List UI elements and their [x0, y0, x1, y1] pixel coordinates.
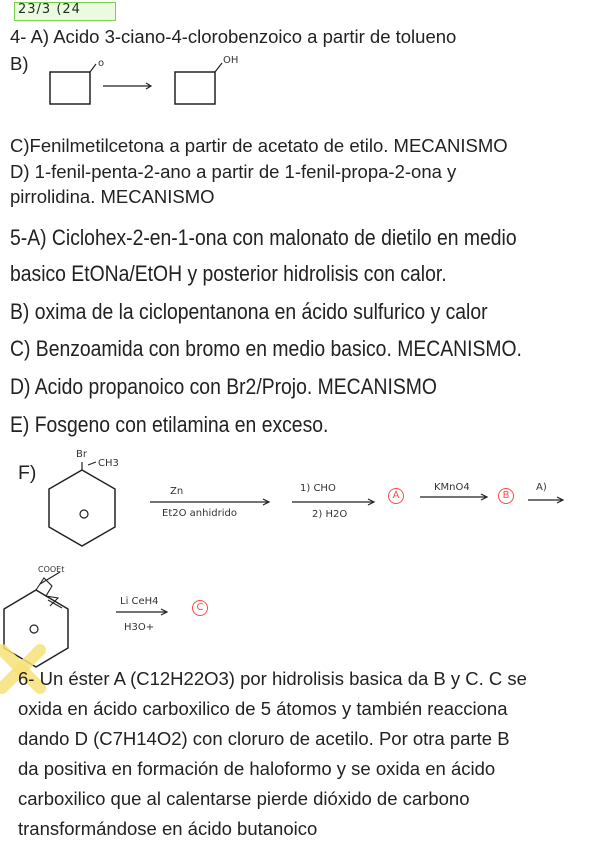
step5-reagent: Li CeH4	[120, 596, 159, 607]
exercise-5d: D) Acido propanoico con Br2/Projo. MECANISMO	[10, 374, 437, 399]
exercise-5b: B) oxima de la ciclopentanona en ácido sulfurico y calor	[10, 299, 488, 324]
benzene-ring-1	[49, 470, 115, 546]
reactant-substituent: o	[98, 58, 105, 69]
exercise-6-line4: da positiva en formación de haloformo y se oxida en ácido	[18, 758, 496, 779]
exercise-4b-label: B)	[10, 53, 29, 74]
exercise-5f-label: F)	[18, 462, 37, 484]
exercise-5c: C) Benzoamida con bromo en medio basico. MECANISMO.	[10, 336, 522, 361]
substituent-br: Br	[76, 449, 87, 460]
step2-reagent: 1) CHO	[300, 483, 336, 494]
exercise-6-line6: transformándose en ácido butanoico	[18, 818, 318, 839]
step3-reagent: KMnO4	[434, 482, 470, 493]
exercise-4a: 4- A) Acido 3-ciano-4-clorobenzoico a partir de tolueno	[10, 26, 457, 47]
exercise-5a-line2: basico EtONa/EtOH y posterior hidrolisis con calor.	[10, 261, 447, 286]
intermediate-a-badge: A	[388, 488, 404, 504]
step4-reagent: A)	[536, 482, 547, 493]
exercise-5a-line1: 5-A) Ciclohex-2-en-1-ona con malonato de dietilo en medio	[10, 225, 517, 250]
substituent-ch3: CH3	[98, 458, 119, 469]
exercise-5e: E) Fosgeno con etilamina en exceso.	[10, 412, 329, 437]
step1-reagent: Zn	[170, 486, 184, 497]
date-annotation: 23/3 (24	[18, 2, 81, 17]
step2-conditions: 2) H2O	[312, 509, 348, 520]
exercise-4c: C)Fenilmetilcetona a partir de acetato de etilo. MECANISMO	[10, 135, 508, 156]
intermediate-b-badge: B	[498, 488, 514, 504]
exercise-6-line5: carboxilico que al calentarse pierde dióxido de carbono	[18, 788, 470, 809]
product-substituent: OH	[223, 55, 239, 66]
intermediate-c-badge: C	[192, 600, 208, 616]
exercise-4d-line1: D) 1-fenil-penta-2-ano a partir de 1-fenil-propa-2-ona y	[10, 161, 457, 182]
exercise-6-line3: dando D (C7H14O2) con cloruro de acetilo. Por otra parte B	[18, 728, 510, 749]
exercise-4d-line2: pirrolidina. MECANISMO	[10, 186, 215, 207]
exercise-6-line1: 6- Un éster A (C12H22O3) por hidrolisis basica da B y C. C se	[18, 668, 527, 689]
step1-conditions: Et2O anhidrido	[162, 508, 237, 519]
substituent-cooet: COOEt	[38, 565, 65, 574]
exercise-6-line2: oxida en ácido carboxilico de 5 átomos y también reacciona	[18, 698, 508, 719]
step5-conditions: H3O+	[124, 622, 155, 633]
